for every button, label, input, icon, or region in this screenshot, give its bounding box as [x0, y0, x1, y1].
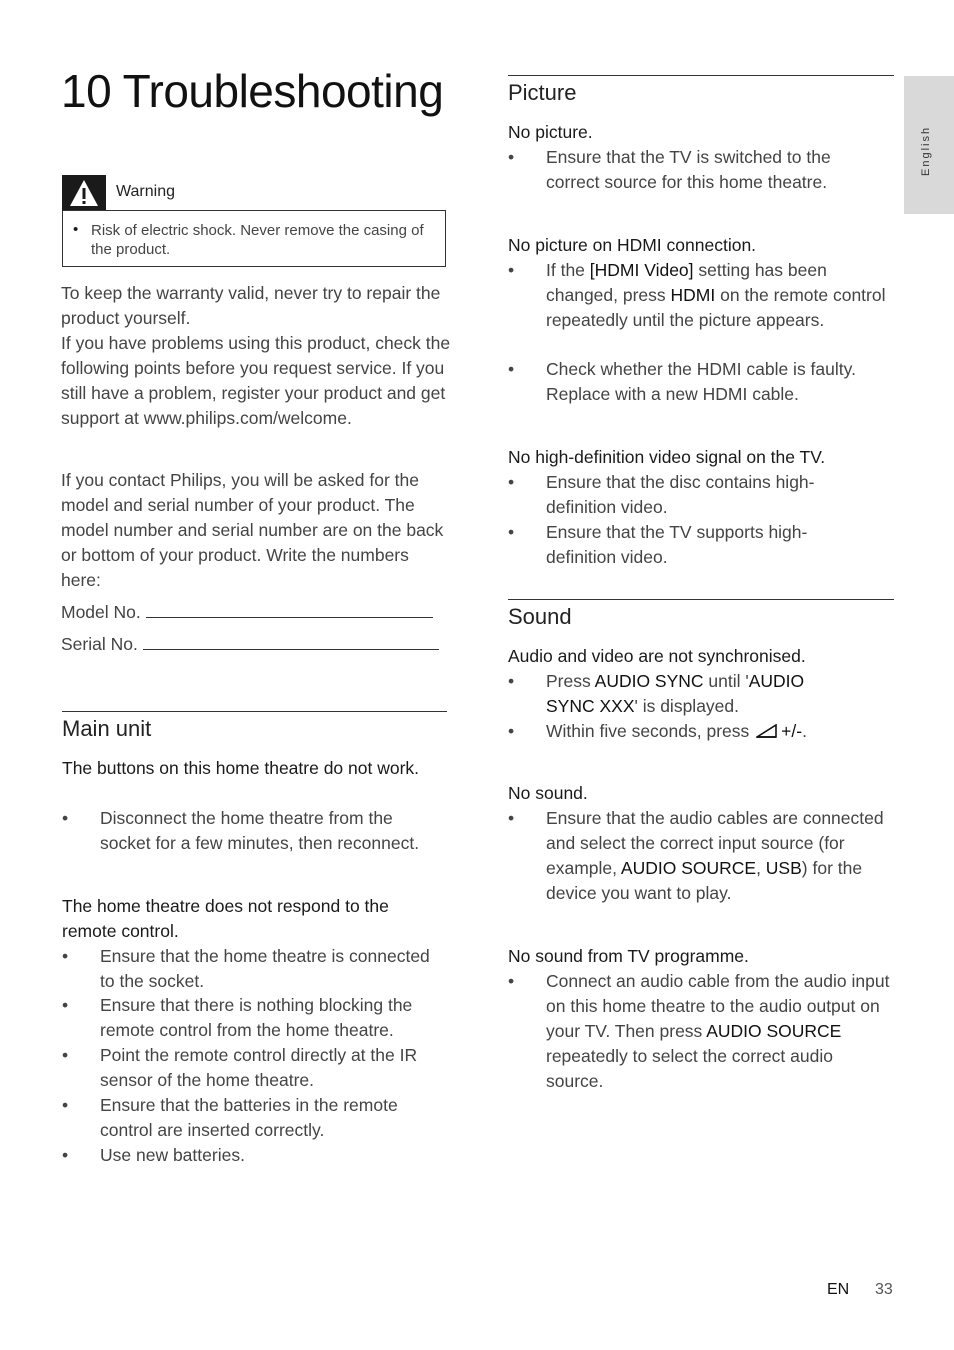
audio-sync-display: AUDIO SYNC XXX — [546, 671, 805, 716]
audio-source-button-label: AUDIO SOURCE — [706, 1021, 842, 1041]
page-number: 33 — [875, 1281, 893, 1298]
language-tab — [904, 76, 954, 214]
bullet: • — [508, 721, 515, 741]
hdmi-video-setting: [HDMI Video] — [589, 260, 694, 280]
list-item-text — [546, 969, 894, 1094]
list-item-text: Ensure that the batteries in the remote control are inserted correctly. — [100, 1095, 398, 1140]
warning-label: Warning — [116, 183, 175, 200]
serial-number-line — [143, 631, 439, 650]
warning-box — [62, 210, 446, 267]
list-item-text: Ensure that the disc contains high-definition video. — [546, 472, 815, 517]
section-divider — [508, 599, 894, 600]
intro-paragraph-1: To keep the warranty valid, never try to repair the product yourself. — [61, 283, 441, 328]
sound-question-2: No sound. — [508, 783, 588, 803]
picture-heading: Picture — [508, 80, 577, 105]
list-item-text: Ensure that the TV supports high-definition video. — [546, 522, 808, 567]
list-item-text — [546, 669, 856, 719]
bullet: • — [508, 808, 515, 828]
footer-language: EN — [827, 1281, 850, 1298]
main-unit-question-1: The buttons on this home theatre do not work. — [62, 758, 420, 778]
text-run: . — [802, 721, 807, 741]
volume-button-label: +/- — [781, 721, 803, 741]
bullet: • — [62, 946, 69, 966]
volume-icon — [756, 724, 778, 738]
serial-number-field — [61, 631, 439, 657]
serial-number-label: Serial No. — [61, 634, 138, 654]
text-run: ' is displayed. — [634, 696, 740, 716]
bullet: • — [62, 1045, 69, 1065]
text-run: , — [756, 858, 766, 878]
list-item-text: Ensure that there is nothing blocking the remote control from the home theatre. — [100, 995, 413, 1040]
sound-heading: Sound — [508, 604, 572, 629]
bullet: • — [62, 1145, 69, 1165]
bullet: • — [62, 995, 69, 1015]
bullet: • — [508, 260, 515, 280]
model-number-label: Model No. — [61, 602, 141, 622]
text-run: Ensure that the audio cables are connected and select the correct input source (for example, — [546, 808, 884, 878]
intro-paragraph-2: If you have problems using this product, check the following points before you request service. If you still have a problem, register your product and get support at www.philips.com/welcome. — [61, 333, 451, 428]
bullet: • — [508, 522, 515, 542]
warning-icon — [62, 175, 106, 211]
picture-question-3: No high-definition video signal on the TV. — [508, 447, 826, 467]
sound-question-3: No sound from TV programme. — [508, 946, 749, 966]
main-unit-heading: Main unit — [62, 716, 152, 741]
warning-header — [62, 175, 448, 211]
intro-paragraph-3: If you contact Philips, you will be asked for the model and serial number of your product. The model number and serial number are on the back or bottom of your product. Write the numbers here: — [61, 470, 444, 590]
bullet: • — [508, 671, 515, 691]
text-run: until ' — [703, 671, 749, 691]
warning-text: Risk of electric shock. Never remove the casing of the product. — [91, 222, 424, 258]
list-item-text: Ensure that the home theatre is connected to the socket. — [100, 946, 430, 991]
audio-sync-button-label: AUDIO SYNC — [594, 671, 704, 691]
picture-question-2: No picture on HDMI connection. — [508, 235, 757, 255]
section-divider — [62, 711, 447, 712]
language-tab-label: English — [920, 125, 932, 176]
list-item-text — [546, 258, 886, 333]
main-unit-question-2: The home theatre does not respond to the remote control. — [62, 896, 389, 941]
list-item-text — [546, 806, 886, 906]
text-run: setting has been changed, press — [546, 260, 827, 305]
text-run: Within five seconds, press — [546, 721, 755, 741]
hdmi-button-label: HDMI — [670, 285, 716, 305]
text-run: Connect an audio cable from the audio input on this home theatre to the audio output on your TV. Then press — [546, 971, 890, 1041]
text-run: If the — [546, 260, 590, 280]
bullet: • — [73, 221, 79, 238]
model-number-line — [146, 599, 433, 618]
bullet: • — [508, 971, 515, 991]
list-item-text: Check whether the HDMI cable is faulty. Replace with a new HDMI cable. — [546, 359, 856, 404]
list-item-text — [546, 719, 886, 744]
bullet: • — [62, 1095, 69, 1115]
list-item-text: Use new batteries. — [100, 1145, 245, 1165]
list-item-text: Disconnect the home theatre from the socket for a few minutes, then reconnect. — [100, 808, 420, 853]
page-title: 10 Troubleshooting — [61, 65, 444, 117]
text-run: ) for the device you want to play. — [546, 858, 863, 903]
model-number-field — [61, 599, 433, 625]
text-run: on the remote control repeatedly until the picture appears. — [546, 285, 886, 330]
sound-question-1: Audio and video are not synchronised. — [508, 646, 806, 666]
list-item-text: Point the remote control directly at the IR sensor of the home theatre. — [100, 1045, 418, 1090]
list-item-text: Ensure that the TV is switched to the correct source for this home theatre. — [546, 147, 831, 192]
bullet: • — [508, 147, 515, 167]
bullet: • — [508, 472, 515, 492]
picture-question-1: No picture. — [508, 122, 593, 142]
usb-button-label: USB — [765, 858, 802, 878]
section-divider — [508, 75, 894, 76]
bullet: • — [62, 808, 69, 828]
audio-source-button-label: AUDIO SOURCE — [620, 858, 757, 878]
text-run: Press — [546, 671, 595, 691]
text-run: repeatedly to select the correct audio source. — [546, 1046, 833, 1091]
bullet: • — [508, 359, 515, 379]
